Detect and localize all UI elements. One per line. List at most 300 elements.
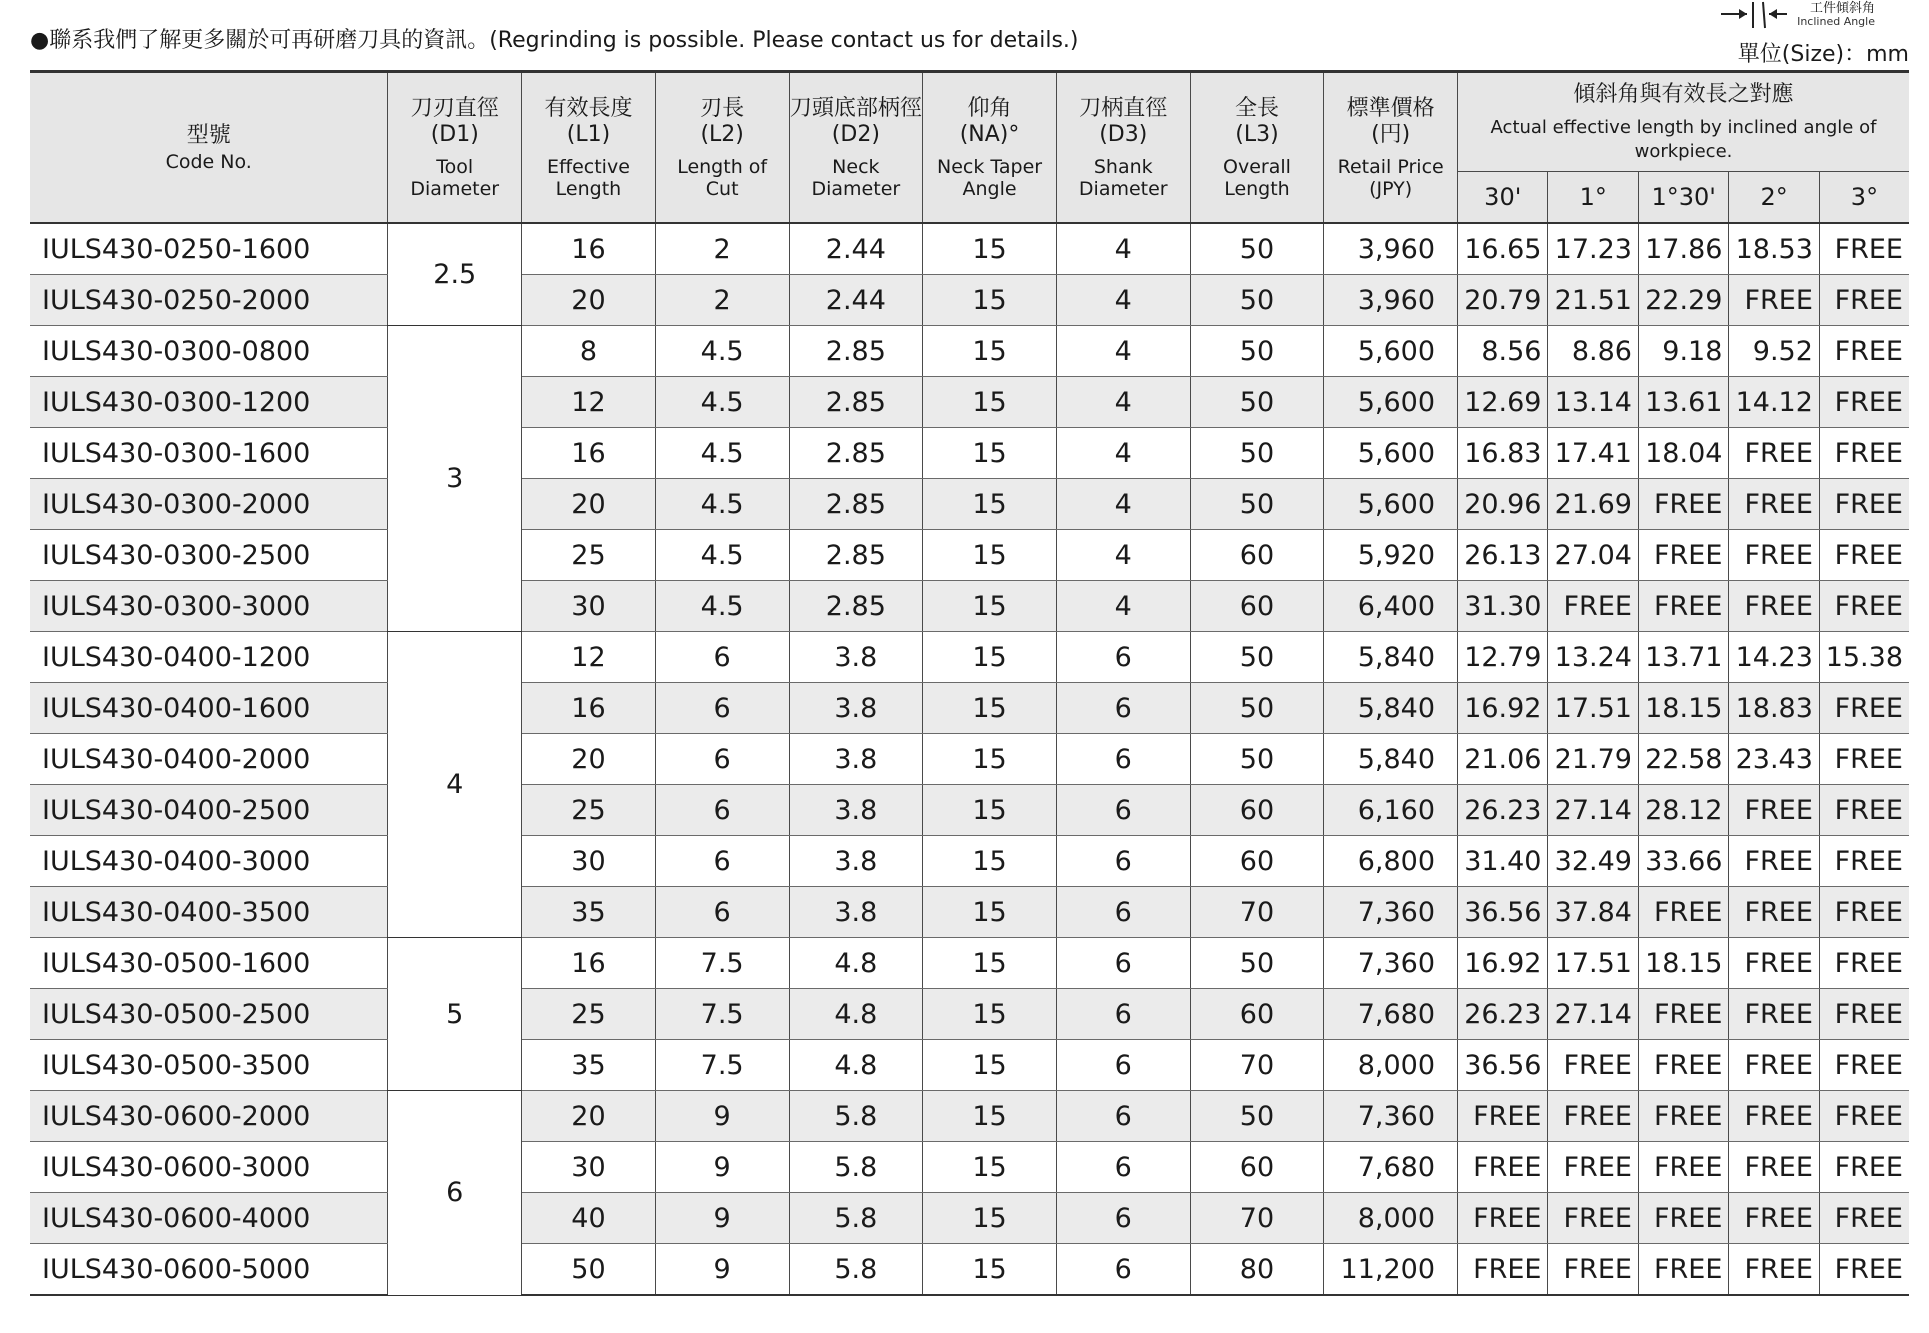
angle-length-cell: FREE [1819,1040,1909,1091]
effective-length-cell: 35 [522,887,656,938]
table-row [30,1091,1909,1142]
angle-length-cell: 17.51 [1548,938,1638,989]
effective-length-cell: 12 [522,377,656,428]
overall-length-cell: 60 [1190,836,1324,887]
effective-length-cell: 25 [522,530,656,581]
angle-length-cell: 16.92 [1458,938,1548,989]
header-angle-3deg: 3° [1819,172,1909,224]
angle-length-cell: FREE [1819,887,1909,938]
code-cell: IULS430-0400-1600 [30,683,388,734]
overall-length-cell: 50 [1190,377,1324,428]
table-row [30,887,1909,938]
header-angle-1deg30: 1°30' [1638,172,1728,224]
tool-diameter-cell: 4 [388,632,522,938]
angle-length-cell: FREE [1729,428,1819,479]
retail-price-cell: 6,800 [1324,836,1458,887]
neck-taper-angle-cell: 15 [923,530,1057,581]
overall-length-cell: 50 [1190,938,1324,989]
angle-length-cell: FREE [1548,1244,1638,1296]
angle-length-cell: FREE [1548,1193,1638,1244]
angle-length-cell: FREE [1729,836,1819,887]
angle-length-cell: 28.12 [1638,785,1728,836]
neck-taper-angle-cell: 15 [923,1142,1057,1193]
table-row [30,683,1909,734]
length-of-cut-cell: 7.5 [655,938,789,989]
angle-length-cell: 17.86 [1638,223,1728,275]
angle-length-cell: 18.53 [1729,223,1819,275]
inclined-angle-zh: 工件傾斜角 [1809,1,1875,16]
table-row [30,1142,1909,1193]
overall-length-cell: 60 [1190,581,1324,632]
effective-length-cell: 16 [522,938,656,989]
neck-diameter-cell: 2.85 [789,479,923,530]
overall-length-cell: 50 [1190,632,1324,683]
angle-length-cell: 15.38 [1819,632,1909,683]
code-cell: IULS430-0300-3000 [30,581,388,632]
angle-length-cell: 27.14 [1548,989,1638,1040]
retail-price-cell: 6,160 [1324,785,1458,836]
angle-length-cell: 12.69 [1458,377,1548,428]
angle-length-cell: FREE [1548,1142,1638,1193]
angle-length-cell: 21.79 [1548,734,1638,785]
angle-length-cell: FREE [1729,785,1819,836]
code-cell: IULS430-0250-2000 [30,275,388,326]
angle-length-cell: 36.56 [1458,1040,1548,1091]
length-of-cut-cell: 9 [655,1193,789,1244]
code-cell: IULS430-0400-3500 [30,887,388,938]
angle-length-cell: FREE [1638,1244,1728,1296]
length-of-cut-cell: 6 [655,887,789,938]
length-of-cut-cell: 6 [655,836,789,887]
neck-diameter-cell: 3.8 [789,734,923,785]
effective-length-cell: 30 [522,836,656,887]
angle-length-cell: FREE [1819,1244,1909,1296]
code-cell: IULS430-0300-1600 [30,428,388,479]
angle-length-cell: FREE [1638,1193,1728,1244]
retail-price-cell: 5,920 [1324,530,1458,581]
angle-length-cell: FREE [1819,938,1909,989]
length-of-cut-cell: 4.5 [655,377,789,428]
neck-taper-angle-cell: 15 [923,683,1057,734]
tool-diameter-cell: 5 [388,938,522,1091]
code-cell: IULS430-0400-1200 [30,632,388,683]
code-cell: IULS430-0300-2500 [30,530,388,581]
angle-length-cell: 17.51 [1548,683,1638,734]
overall-length-cell: 60 [1190,1142,1324,1193]
angle-length-cell: FREE [1819,326,1909,377]
tool-diameter-cell: 6 [388,1091,522,1296]
shank-diameter-cell: 6 [1056,1193,1190,1244]
table-row [30,989,1909,1040]
retail-price-cell: 5,600 [1324,326,1458,377]
spec-table [30,70,1909,1296]
angle-length-cell: 32.49 [1548,836,1638,887]
table-row [30,326,1909,377]
neck-diameter-cell: 2.85 [789,530,923,581]
overall-length-cell: 70 [1190,1193,1324,1244]
retail-price-cell: 5,840 [1324,632,1458,683]
table-row [30,581,1909,632]
angle-length-cell: 26.13 [1458,530,1548,581]
code-cell: IULS430-0600-5000 [30,1244,388,1296]
code-cell: IULS430-0600-3000 [30,1142,388,1193]
code-cell: IULS430-0500-3500 [30,1040,388,1091]
header-d2: 刀頭底部柄徑 (D2) Neck Diameter [789,72,923,224]
length-of-cut-cell: 2 [655,275,789,326]
angle-length-cell: 13.14 [1548,377,1638,428]
table-row [30,938,1909,989]
neck-diameter-cell: 2.44 [789,275,923,326]
shank-diameter-cell: 4 [1056,428,1190,479]
header-price: 標準價格 (円) Retail Price (JPY) [1324,72,1458,224]
overall-length-cell: 50 [1190,428,1324,479]
code-cell: IULS430-0500-1600 [30,938,388,989]
table-row [30,836,1909,887]
neck-taper-angle-cell: 15 [923,223,1057,275]
neck-taper-angle-cell: 15 [923,836,1057,887]
code-cell: IULS430-0600-4000 [30,1193,388,1244]
neck-taper-angle-cell: 15 [923,1040,1057,1091]
header-angle-30min: 30' [1458,172,1548,224]
table-row [30,223,1909,275]
angle-length-cell: FREE [1819,683,1909,734]
effective-length-cell: 20 [522,1091,656,1142]
angle-length-cell: 8.86 [1548,326,1638,377]
overall-length-cell: 60 [1190,989,1324,1040]
length-of-cut-cell: 7.5 [655,1040,789,1091]
retail-price-cell: 7,680 [1324,1142,1458,1193]
effective-length-cell: 16 [522,428,656,479]
neck-taper-angle-cell: 15 [923,989,1057,1040]
neck-diameter-cell: 2.44 [789,223,923,275]
length-of-cut-cell: 4.5 [655,479,789,530]
angle-length-cell: 16.65 [1458,223,1548,275]
header-angle-2deg: 2° [1729,172,1819,224]
length-of-cut-cell: 6 [655,683,789,734]
angle-length-cell: 16.83 [1458,428,1548,479]
length-of-cut-cell: 6 [655,734,789,785]
shank-diameter-cell: 6 [1056,836,1190,887]
angle-length-cell: FREE [1729,275,1819,326]
angle-length-cell: FREE [1819,377,1909,428]
angle-length-cell: 17.23 [1548,223,1638,275]
spec-table-body [30,223,1909,1295]
neck-taper-angle-cell: 15 [923,1091,1057,1142]
shank-diameter-cell: 4 [1056,581,1190,632]
angle-length-cell: FREE [1819,479,1909,530]
effective-length-cell: 20 [522,479,656,530]
angle-length-cell: 13.71 [1638,632,1728,683]
shank-diameter-cell: 6 [1056,1091,1190,1142]
angle-length-cell: FREE [1819,1091,1909,1142]
length-of-cut-cell: 4.5 [655,326,789,377]
angle-length-cell: FREE [1729,1193,1819,1244]
angle-length-cell: FREE [1819,785,1909,836]
neck-taper-angle-cell: 15 [923,632,1057,683]
angle-length-cell: FREE [1458,1142,1548,1193]
neck-taper-angle-cell: 15 [923,1193,1057,1244]
retail-price-cell: 7,360 [1324,1091,1458,1142]
angle-length-cell: 33.66 [1638,836,1728,887]
angle-length-cell: FREE [1638,581,1728,632]
angle-length-cell: 13.24 [1548,632,1638,683]
length-of-cut-cell: 6 [655,785,789,836]
table-row [30,734,1909,785]
angle-length-cell: FREE [1729,1091,1819,1142]
inclined-angle-icon [1719,0,1789,32]
neck-taper-angle-cell: 15 [923,1244,1057,1296]
angle-length-cell: 9.18 [1638,326,1728,377]
effective-length-cell: 25 [522,785,656,836]
retail-price-cell: 7,360 [1324,938,1458,989]
angle-length-cell: FREE [1819,530,1909,581]
effective-length-cell: 12 [522,632,656,683]
header-l1: 有效長度 (L1) Effective Length [522,72,656,224]
angle-length-cell: FREE [1819,989,1909,1040]
code-cell: IULS430-0600-2000 [30,1091,388,1142]
shank-diameter-cell: 4 [1056,377,1190,428]
angle-length-cell: 36.56 [1458,887,1548,938]
table-row [30,530,1909,581]
header-d1: 刀刃直徑 (D1) Tool Diameter [388,72,522,224]
length-of-cut-cell: 4.5 [655,581,789,632]
neck-diameter-cell: 3.8 [789,887,923,938]
header-d3: 刀柄直徑 (D3) Shank Diameter [1056,72,1190,224]
unit-label: 單位(Size)：mm [1737,42,1909,67]
angle-length-cell: 23.43 [1729,734,1819,785]
code-cell: IULS430-0400-3000 [30,836,388,887]
neck-diameter-cell: 5.8 [789,1142,923,1193]
shank-diameter-cell: 6 [1056,989,1190,1040]
retail-price-cell: 6,400 [1324,581,1458,632]
angle-length-cell: 21.69 [1548,479,1638,530]
header-code: 型號 Code No. [30,72,388,224]
neck-diameter-cell: 4.8 [789,1040,923,1091]
tool-diameter-cell: 3 [388,326,522,632]
angle-length-cell: FREE [1729,581,1819,632]
overall-length-cell: 50 [1190,275,1324,326]
overall-length-cell: 50 [1190,683,1324,734]
retail-price-cell: 5,600 [1324,428,1458,479]
neck-taper-angle-cell: 15 [923,377,1057,428]
angle-length-cell: 12.79 [1458,632,1548,683]
angle-length-cell: 18.04 [1638,428,1728,479]
angle-length-cell: 21.06 [1458,734,1548,785]
retail-price-cell: 11,200 [1324,1244,1458,1296]
neck-diameter-cell: 4.8 [789,989,923,1040]
angle-length-cell: 22.29 [1638,275,1728,326]
retail-price-cell: 8,000 [1324,1193,1458,1244]
angle-length-cell: FREE [1819,428,1909,479]
length-of-cut-cell: 7.5 [655,989,789,1040]
angle-length-cell: 20.96 [1458,479,1548,530]
angle-length-cell: 8.56 [1458,326,1548,377]
angle-length-cell: FREE [1638,989,1728,1040]
header-l3: 全長 (L3) Overall Length [1190,72,1324,224]
neck-diameter-cell: 3.8 [789,632,923,683]
angle-length-cell: FREE [1638,1091,1728,1142]
angle-length-cell: 9.52 [1729,326,1819,377]
neck-diameter-cell: 2.85 [789,428,923,479]
neck-diameter-cell: 3.8 [789,785,923,836]
neck-diameter-cell: 3.8 [789,683,923,734]
overall-length-cell: 50 [1190,1091,1324,1142]
neck-taper-angle-cell: 15 [923,326,1057,377]
length-of-cut-cell: 9 [655,1142,789,1193]
neck-taper-angle-cell: 15 [923,581,1057,632]
shank-diameter-cell: 4 [1056,223,1190,275]
angle-length-cell: FREE [1819,734,1909,785]
angle-length-cell: FREE [1819,1142,1909,1193]
length-of-cut-cell: 9 [655,1244,789,1296]
angle-length-cell: FREE [1729,530,1819,581]
retail-price-cell: 3,960 [1324,275,1458,326]
angle-length-cell: FREE [1819,223,1909,275]
neck-taper-angle-cell: 15 [923,887,1057,938]
neck-diameter-cell: 5.8 [789,1193,923,1244]
shank-diameter-cell: 6 [1056,785,1190,836]
table-row [30,1244,1909,1296]
neck-diameter-cell: 2.85 [789,377,923,428]
tool-diameter-cell: 2.5 [388,223,522,326]
angle-length-cell: FREE [1638,530,1728,581]
overall-length-cell: 70 [1190,887,1324,938]
angle-length-cell: 21.51 [1548,275,1638,326]
length-of-cut-cell: 2 [655,223,789,275]
neck-diameter-cell: 5.8 [789,1091,923,1142]
code-cell: IULS430-0500-2500 [30,989,388,1040]
code-cell: IULS430-0400-2000 [30,734,388,785]
overall-length-cell: 80 [1190,1244,1324,1296]
angle-length-cell: FREE [1729,887,1819,938]
angle-length-cell: FREE [1729,1040,1819,1091]
angle-length-cell: 14.23 [1729,632,1819,683]
overall-length-cell: 60 [1190,785,1324,836]
neck-taper-angle-cell: 15 [923,428,1057,479]
retail-price-cell: 5,600 [1324,479,1458,530]
overall-length-cell: 70 [1190,1040,1324,1091]
angle-length-cell: 17.41 [1548,428,1638,479]
code-cell: IULS430-0250-1600 [30,223,388,275]
shank-diameter-cell: 4 [1056,479,1190,530]
neck-taper-angle-cell: 15 [923,785,1057,836]
shank-diameter-cell: 4 [1056,326,1190,377]
effective-length-cell: 20 [522,275,656,326]
retail-price-cell: 8,000 [1324,1040,1458,1091]
neck-taper-angle-cell: 15 [923,734,1057,785]
angle-length-cell: FREE [1458,1091,1548,1142]
shank-diameter-cell: 4 [1056,275,1190,326]
shank-diameter-cell: 4 [1056,530,1190,581]
code-cell: IULS430-0300-0800 [30,326,388,377]
effective-length-cell: 20 [522,734,656,785]
overall-length-cell: 50 [1190,734,1324,785]
table-row [30,377,1909,428]
overall-length-cell: 50 [1190,223,1324,275]
header-angle-1deg: 1° [1548,172,1638,224]
neck-diameter-cell: 3.8 [789,836,923,887]
angle-length-cell: FREE [1548,1040,1638,1091]
shank-diameter-cell: 6 [1056,938,1190,989]
retail-price-cell: 7,360 [1324,887,1458,938]
angle-length-cell: FREE [1729,479,1819,530]
shank-diameter-cell: 6 [1056,1040,1190,1091]
angle-length-cell: 27.14 [1548,785,1638,836]
neck-diameter-cell: 5.8 [789,1244,923,1296]
angle-length-cell: 31.30 [1458,581,1548,632]
effective-length-cell: 40 [522,1193,656,1244]
shank-diameter-cell: 6 [1056,734,1190,785]
angle-length-cell: FREE [1548,581,1638,632]
angle-length-cell: 18.83 [1729,683,1819,734]
length-of-cut-cell: 4.5 [655,428,789,479]
retail-price-cell: 5,840 [1324,734,1458,785]
retail-price-cell: 5,840 [1324,683,1458,734]
header-angle-group: 傾斜角與有效長之對應 Actual effective length by inclined angle of workpiece. [1458,72,1909,172]
neck-diameter-cell: 2.85 [789,581,923,632]
overall-length-cell: 50 [1190,479,1324,530]
angle-length-cell: 31.40 [1458,836,1548,887]
table-row [30,275,1909,326]
table-row [30,1193,1909,1244]
effective-length-cell: 25 [522,989,656,1040]
shank-diameter-cell: 6 [1056,632,1190,683]
effective-length-cell: 50 [522,1244,656,1296]
angle-length-cell: FREE [1638,479,1728,530]
angle-length-cell: FREE [1819,1193,1909,1244]
angle-length-cell: FREE [1638,1040,1728,1091]
angle-length-cell: 22.58 [1638,734,1728,785]
effective-length-cell: 30 [522,581,656,632]
angle-length-cell: FREE [1638,887,1728,938]
inclined-angle-en: Inclined Angle [1797,15,1875,28]
angle-length-cell: FREE [1638,1142,1728,1193]
angle-length-cell: 26.23 [1458,989,1548,1040]
effective-length-cell: 30 [522,1142,656,1193]
effective-length-cell: 35 [522,1040,656,1091]
neck-diameter-cell: 4.8 [789,938,923,989]
table-row [30,479,1909,530]
angle-length-cell: FREE [1819,581,1909,632]
angle-length-cell: FREE [1729,1142,1819,1193]
length-of-cut-cell: 9 [655,1091,789,1142]
angle-length-cell: FREE [1819,275,1909,326]
effective-length-cell: 8 [522,326,656,377]
angle-length-cell: 26.23 [1458,785,1548,836]
effective-length-cell: 16 [522,683,656,734]
angle-length-cell: 18.15 [1638,683,1728,734]
length-of-cut-cell: 4.5 [655,530,789,581]
code-cell: IULS430-0300-1200 [30,377,388,428]
length-of-cut-cell: 6 [655,632,789,683]
neck-diameter-cell: 2.85 [789,326,923,377]
table-row [30,1040,1909,1091]
angle-length-cell: 13.61 [1638,377,1728,428]
angle-length-cell: FREE [1729,989,1819,1040]
neck-taper-angle-cell: 15 [923,479,1057,530]
angle-length-cell: 27.04 [1548,530,1638,581]
angle-length-cell: FREE [1458,1193,1548,1244]
header-l2: 刃長 (L2) Length of Cut [655,72,789,224]
table-row [30,428,1909,479]
angle-length-cell: 18.15 [1638,938,1728,989]
neck-taper-angle-cell: 15 [923,275,1057,326]
angle-length-cell: 20.79 [1458,275,1548,326]
angle-length-cell: FREE [1729,938,1819,989]
header-na: 仰角 (NA)° Neck Taper Angle [923,72,1057,224]
shank-diameter-cell: 6 [1056,1244,1190,1296]
angle-length-cell: 37.84 [1548,887,1638,938]
